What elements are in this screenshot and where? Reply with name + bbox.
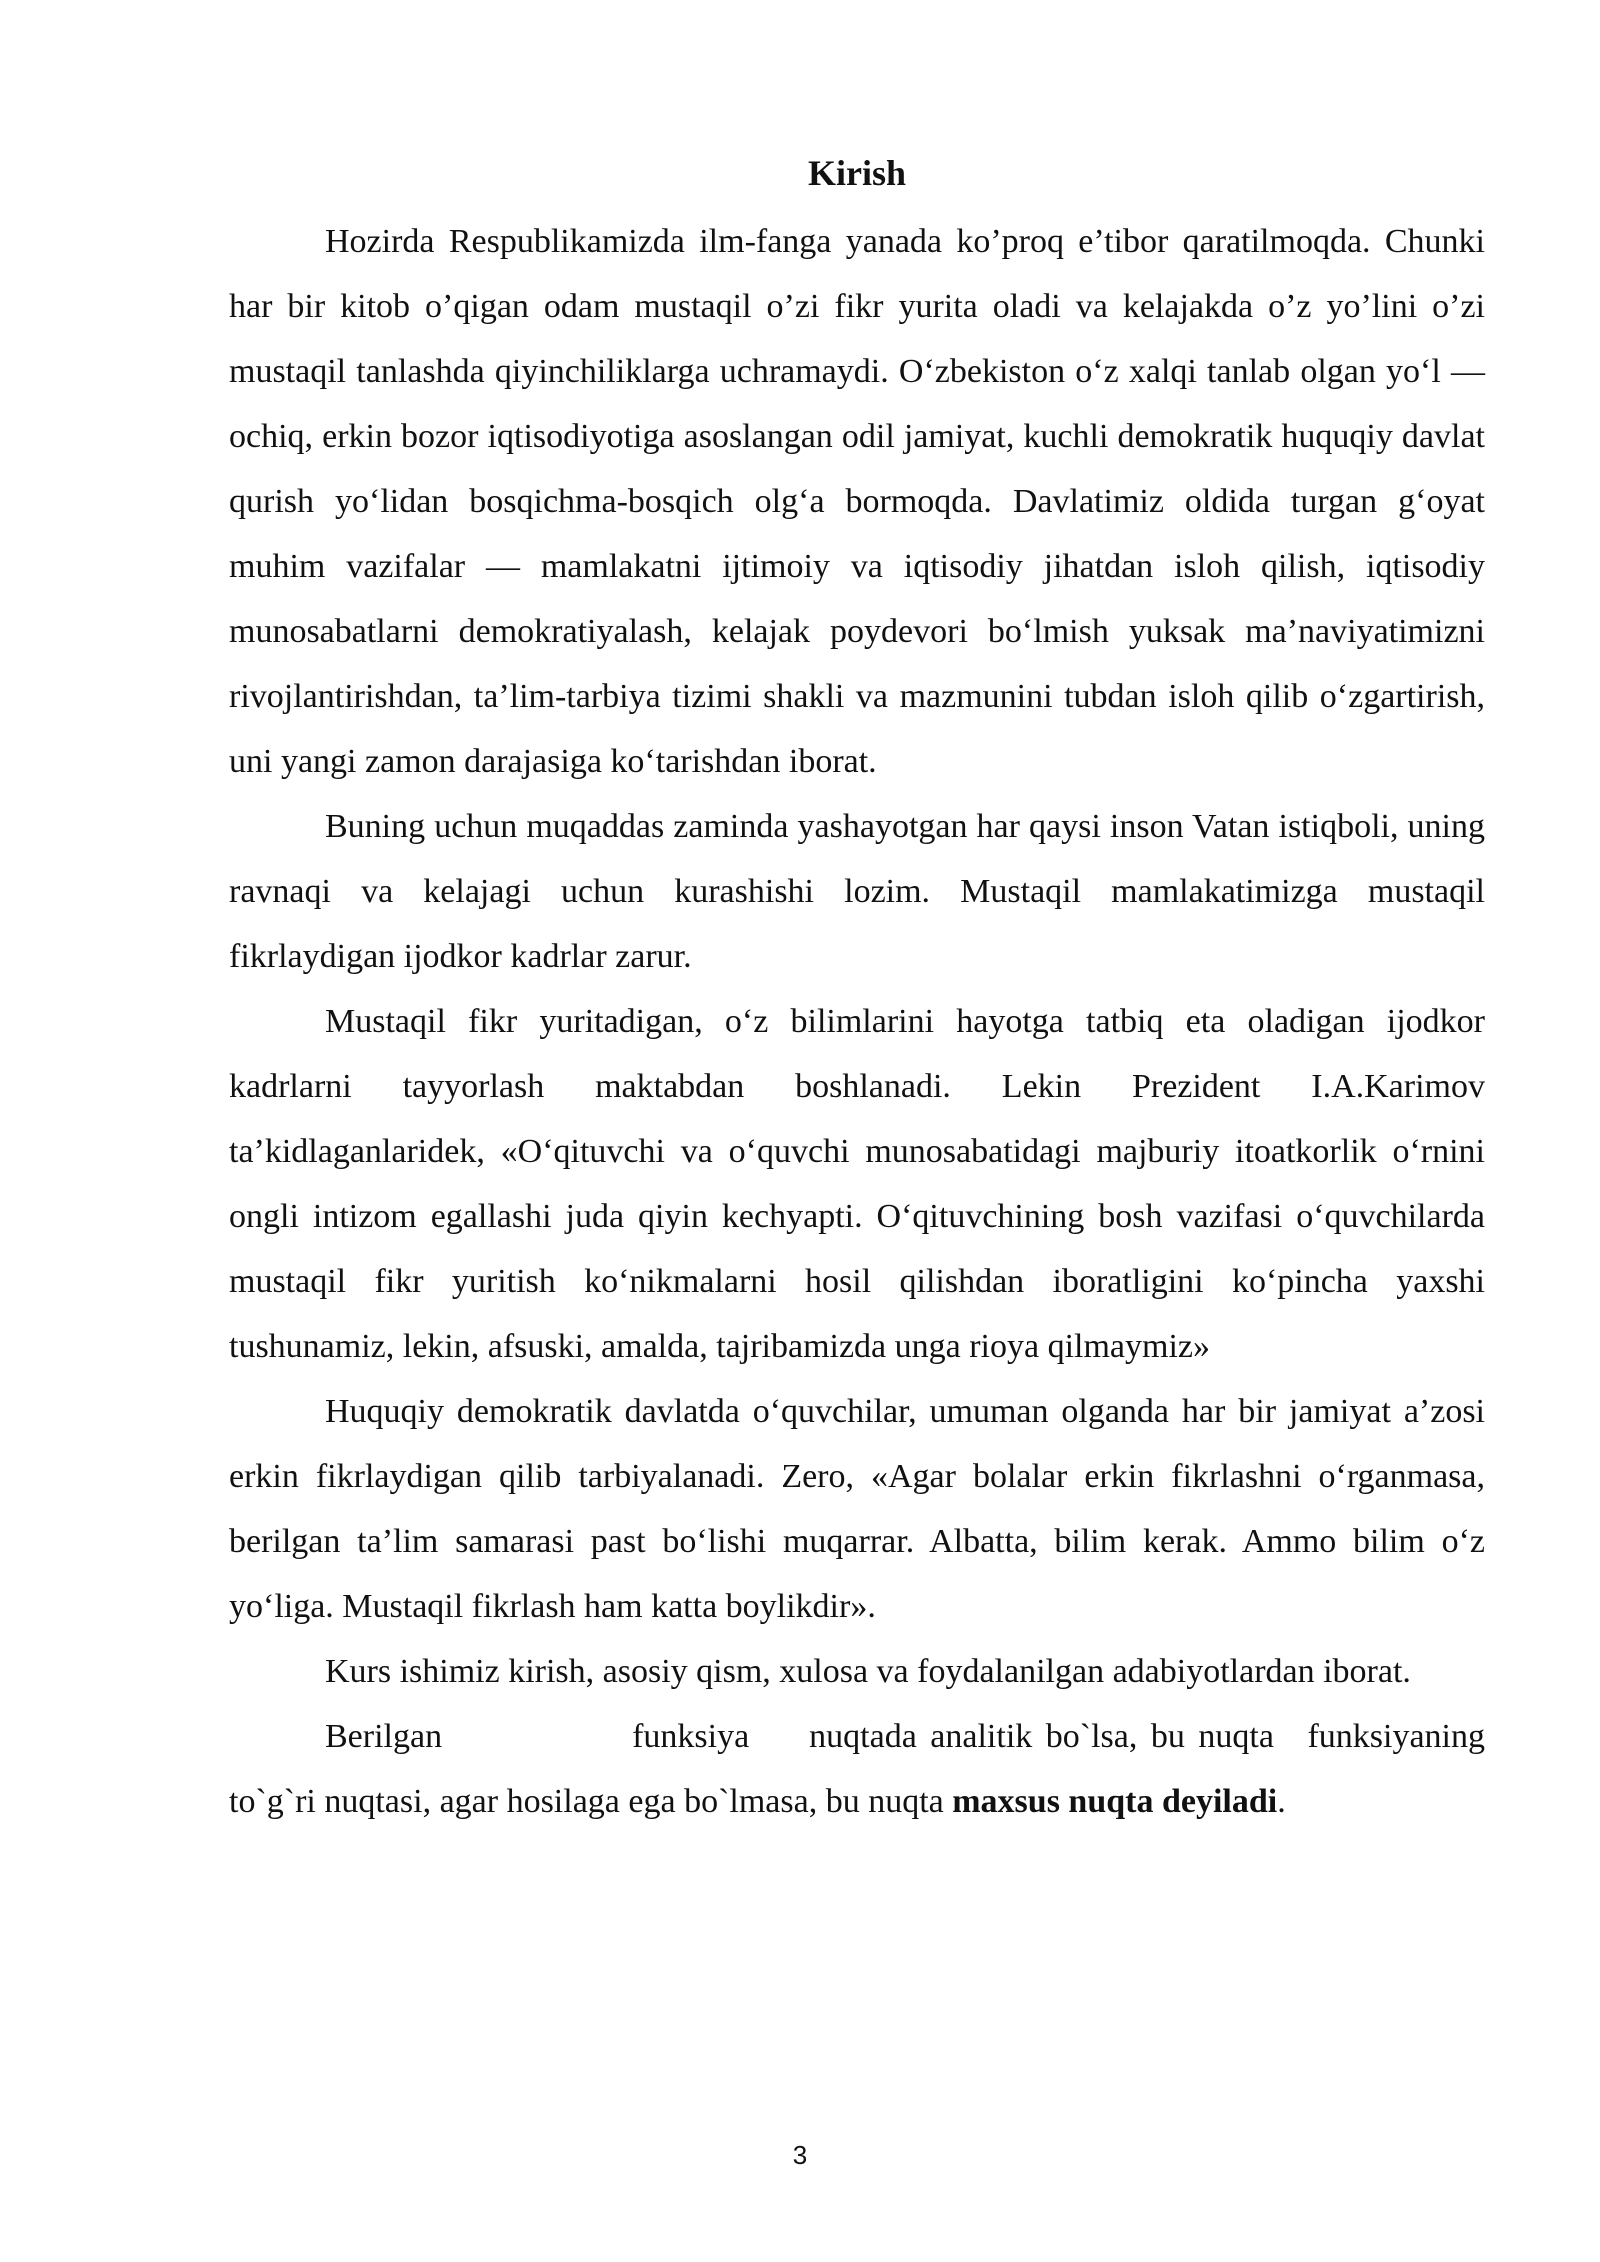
- paragraph-1: Hozirda Respublikamizda ilm-fanga yanada ko’proq e’tibor qaratilmoqda. Chunki har bir kitob o’qigan odam mustaqil o’zi fikr yurita oladi va kelajakda o’z yo’lini o’zi mustaqil tanlashda qiyinchiliklarga uchramaydi. O‘zbekiston o‘z xalqi tanlab olgan yo‘l — ochiq, erkin bozor iqtisodiyotiga asoslangan odil jamiyat, kuchli demokratik huquqiy davlat qurish yo‘lidan bosqichma-bosqich olg‘a bormoqda. Davlatimiz oldida turgan g‘oyat muhim vazifalar — mamlakatni ijtimoiy va iqtisodiy jihatdan isloh qilish, iqtisodiy munosabatlarni demokratiyalash, kelajak poydevori bo‘lmish yuksak ma’naviyatimizni rivojlantirishdan, ta’lim-tarbiya tizimi shakli va mazmunini tubdan isloh qilib o‘zgartirish, uni yangi zamon darajasiga ko‘tarishdan iborat.: [229, 223, 1485, 780]
- document-body: [229, 209, 1485, 1834]
- paragraph-6-part2: funksiya: [632, 1718, 750, 1755]
- bold-term: maxsus nuqta deyiladi: [952, 1783, 1278, 1820]
- page-title: Kirish: [807, 153, 906, 193]
- paragraph-4: Huquqiy demokratik davlatda o‘quvchilar, umuman olganda har bir jamiyat a’zosi erkin fikrlaydigan qilib tarbiyalanadi. Zero, «Agar bolalar erkin fikrlashni o‘rganmasa, berilgan ta’lim samarasi past bo‘lishi muqarrar. Albatta, bilim kerak. Ammo bilim o‘z yo‘liga. Mustaqil fikrlash ham katta boylikdir».: [229, 1393, 1485, 1625]
- paragraph-6: [229, 1704, 1485, 1834]
- paragraph-6-ending: .: [1277, 1783, 1286, 1820]
- paragraph-2: Buning uchun muqaddas zaminda yashayotgan har qaysi inson Vatan istiqboli, uning ravnaqi va kelajagi uchun kurashishi lozim. Mustaqil mamlakatimizga mustaqil fikrlaydigan ijodkor kadrlar zarur.: [229, 808, 1485, 975]
- paragraph-6-part4: funksiyaning to`g`ri nuqtasi, agar hosilaga ega bo`lmasa, bu nuqta: [229, 1718, 1485, 1820]
- paragraph-6-part3: nuqtada analitik bo`lsa, bu nuqta: [809, 1718, 1274, 1755]
- paragraph-3: Mustaqil fikr yuritadigan, o‘z bilimlarini hayotga tatbiq eta oladigan ijodkor kadrlarni tayyorlash maktabdan boshlanadi. Lekin Prezident I.A.Karimov ta’kidlaganlaridek, «O‘qituvchi va o‘quvchi munosabatidagi majburiy itoatkorlik o‘rnini ongli intizom egallashi juda qiyin kechyapti. O‘qituvchining bosh vazifasi o‘quvchilarda mustaqil fikr yuritish ko‘nikmalarni hosil qilishdan iboratligini ko‘pincha yaxshi tushunamiz, lekin, afsuski, amalda, tajribamizda unga rioya qilmaymiz»: [229, 1003, 1485, 1365]
- page-number: 3: [792, 2140, 808, 2170]
- paragraph-6-part1: Berilgan: [325, 1718, 443, 1755]
- paragraph-5: Kurs ishimiz kirish, asosiy qism, xulosa va foydalanilgan adabiyotlardan iborat.: [325, 1653, 1411, 1690]
